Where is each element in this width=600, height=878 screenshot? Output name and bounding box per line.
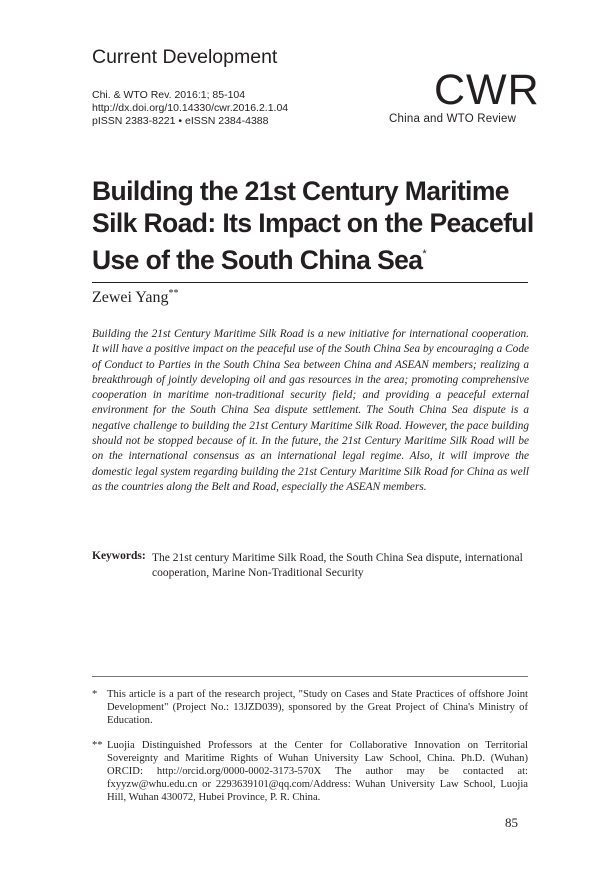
article-title-text: Building the 21st Century Maritime Silk Road: Its Impact on the Peaceful Use of the South China Sea bbox=[92, 176, 534, 275]
title-footnote-mark: * bbox=[422, 248, 427, 260]
footnote-2-text: Luojia Distinguished Professors at the Center for Collaborative Innovation on Territorial Sovereignty and Maritime Rights of Wuhan University Law School, China. Ph.D. (Wuhan) ORCID: http://orcid.org/0000-0002-3173-570X The author may be contacted at: fxyyzw@whu.edu.cn or 2293639101@qq.com/Address: Wuhan University Law School, Luojia Hill, Wuhan 430072, Hubei Province, P. R. China. bbox=[107, 740, 528, 803]
author-name: Zewei Yang bbox=[92, 289, 169, 306]
footnote-divider bbox=[92, 676, 528, 677]
issn: pISSN 2383-8221 • eISSN 2384-4388 bbox=[92, 115, 269, 127]
footnote-1-mark: * bbox=[92, 689, 98, 700]
footnote-1-text: This article is a part of the research project, "Study on Cases and State Practices of offshore Joint Development" (Project No.: 13JZD039), sponsored by the Great Project of China's Ministry of Education. bbox=[107, 689, 528, 726]
author-footnote-mark: ** bbox=[168, 288, 179, 299]
journal-name: China and WTO Review bbox=[389, 113, 517, 125]
journal-logo: CWR bbox=[434, 66, 540, 114]
title-divider bbox=[92, 282, 528, 283]
doi-link[interactable]: http://dx.doi.org/10.14330/cwr.2016.2.1.04 bbox=[92, 102, 289, 114]
keywords-label: Keywords: bbox=[92, 550, 146, 562]
author bbox=[92, 288, 178, 307]
page-number: 85 bbox=[505, 815, 518, 830]
citation: Chi. & WTO Rev. 2016:1; 85-104 bbox=[92, 89, 246, 101]
abstract: Building the 21st Century Maritime Silk Road is a new initiative for international cooperation. It will have a positive impact on the peaceful use of the South China Sea by encouraging a Code of Conduct to Parties in the South China Sea between China and ASEAN members; realizing a breakthrough of jointly developing oil and gas resources in the area; promoting comprehensive cooperation in maritime non-traditional security field; and providing a peaceful external environment for the South China Sea dispute settlement. The South China Sea dispute is a negative challenge to building the 21st Century Maritime Silk Road. However, the pace building should not be stopped because of it. In the future, the 21st Century Maritime Silk Road will be on the international consensus as an international legal regime. Also, it will improve the domestic legal system regarding building the 21st Century Maritime Silk Road for China as well as the countries along the Belt and Road, especially the ASEAN members. bbox=[92, 328, 529, 493]
footnote-2-mark: ** bbox=[92, 740, 103, 751]
article-title bbox=[92, 176, 542, 277]
keywords-line-2: cooperation, Marine Non-Traditional Security bbox=[152, 567, 364, 579]
keywords-line-1: The 21st century Maritime Silk Road, the South China Sea dispute, international bbox=[152, 552, 523, 564]
section-label: Current Development bbox=[92, 46, 278, 68]
